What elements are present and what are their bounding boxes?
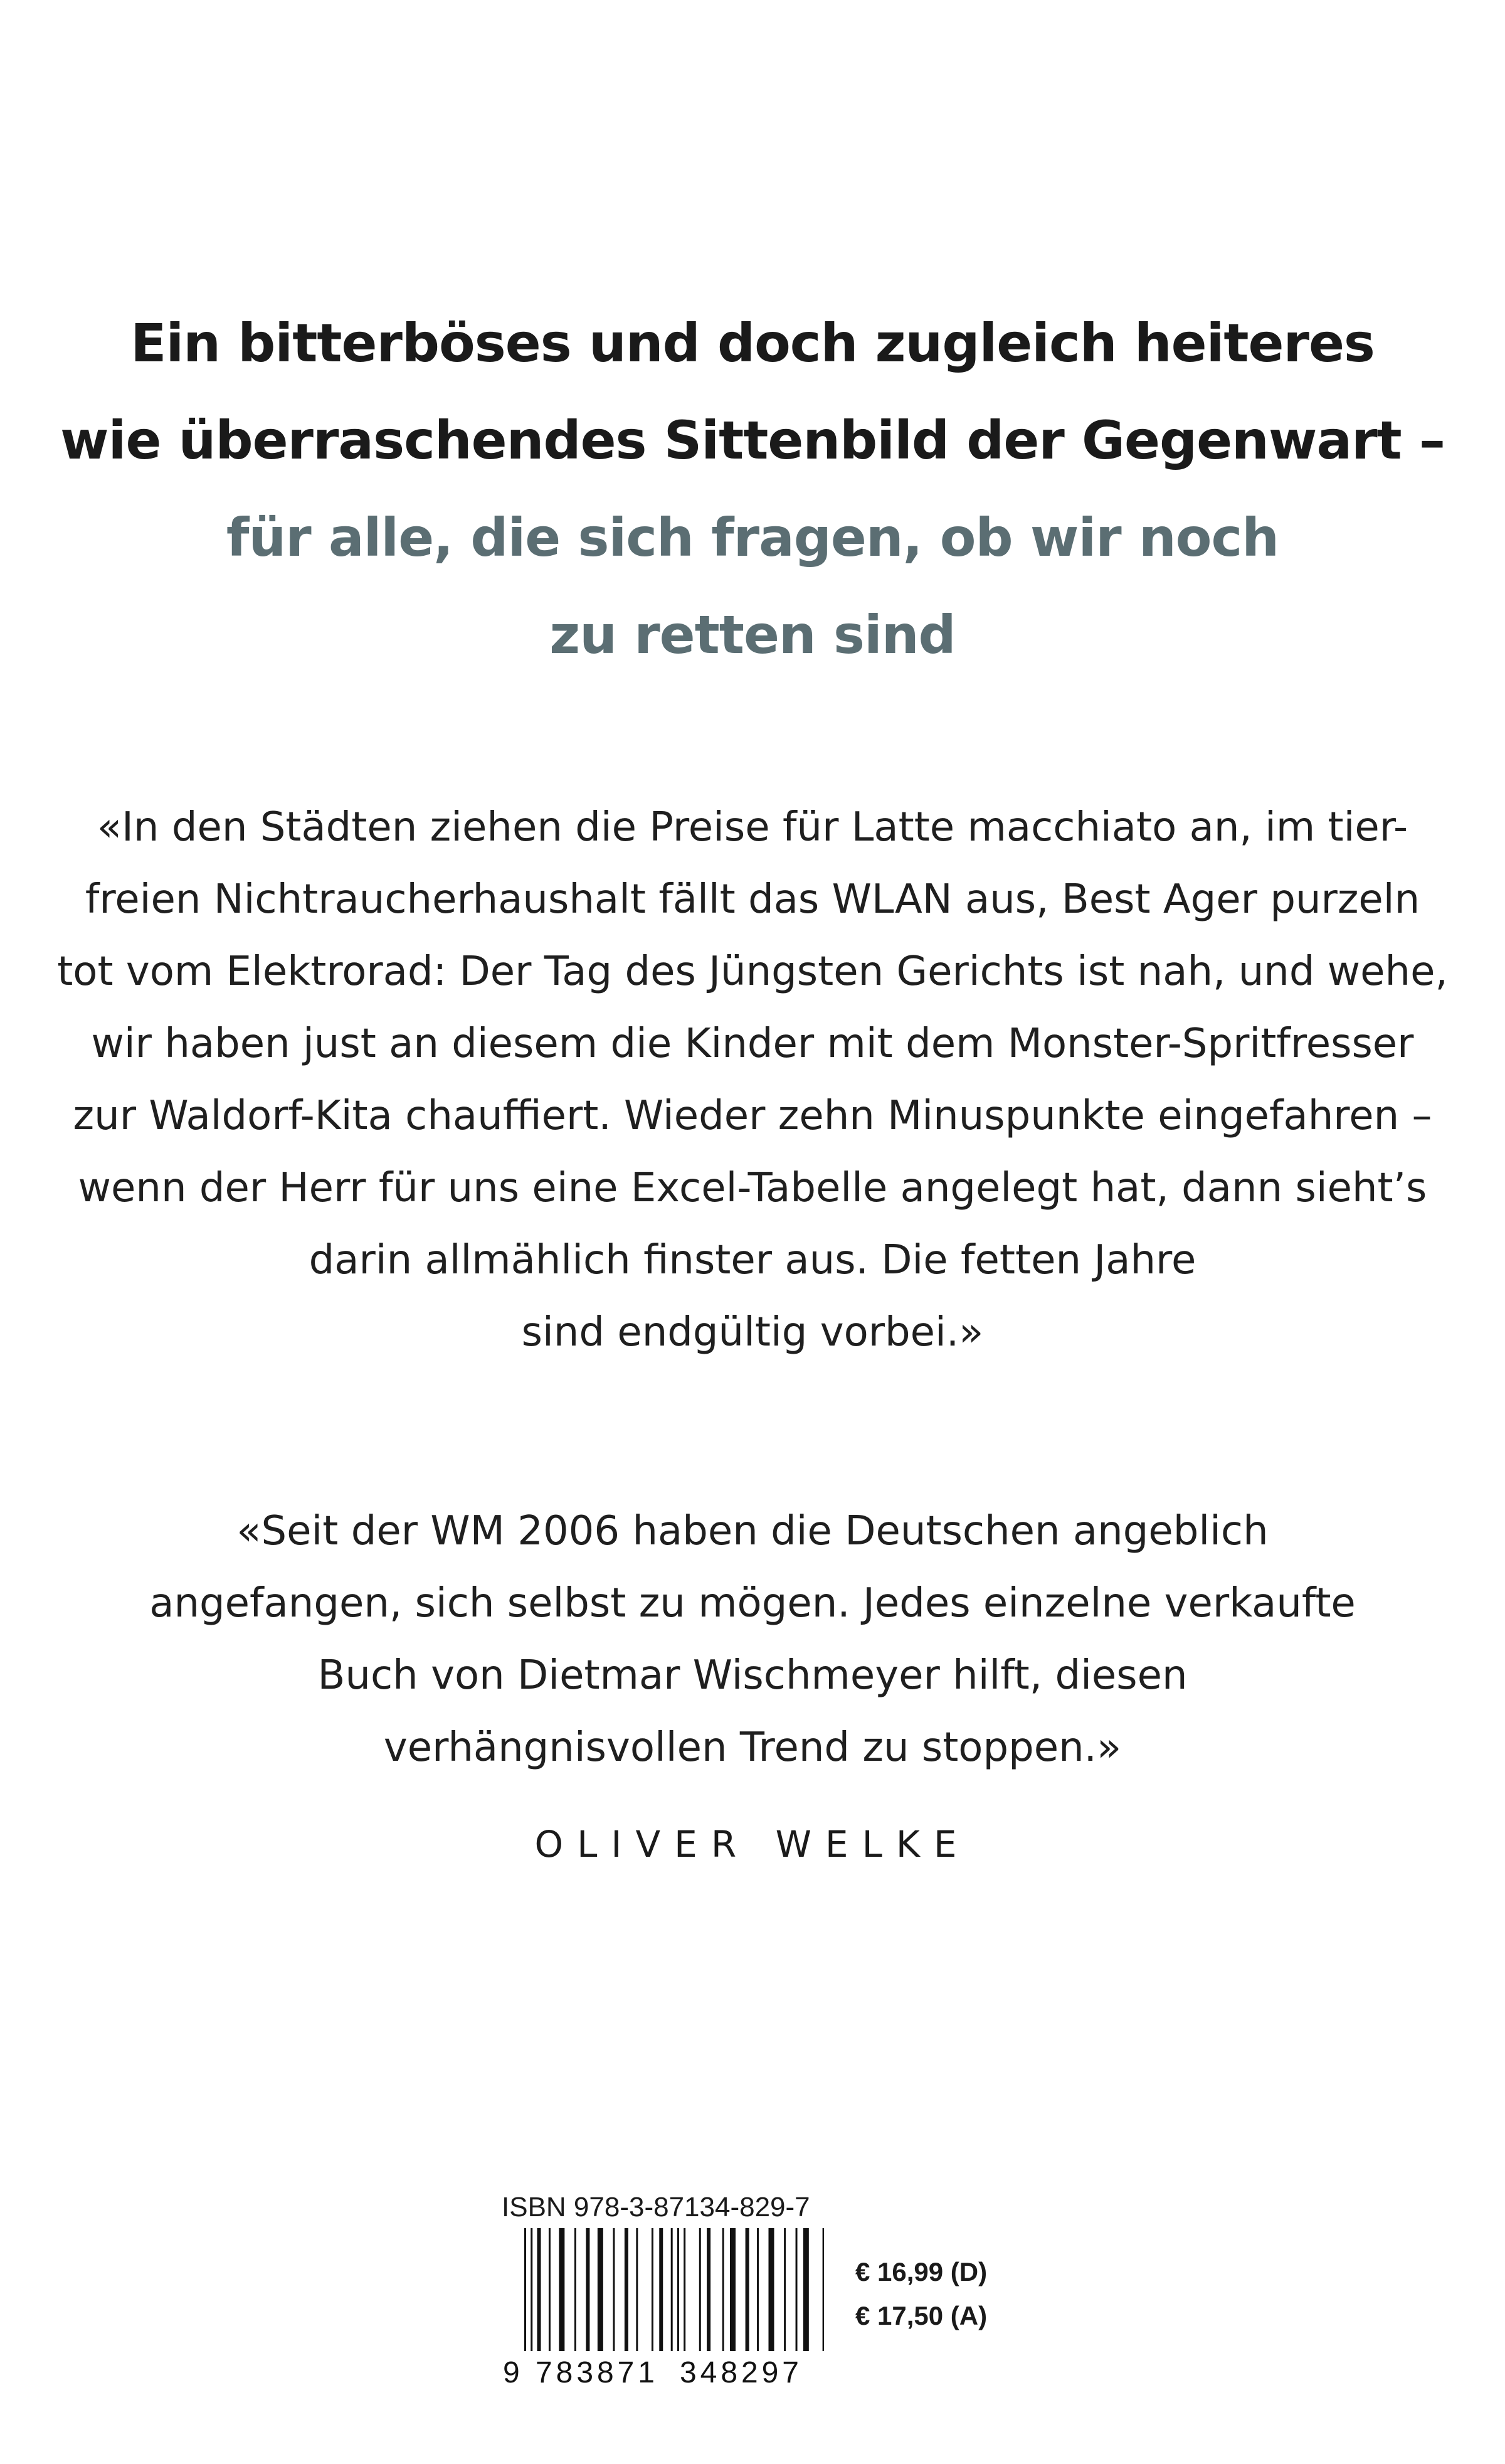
- barcode-bar: [636, 2228, 638, 2351]
- barcode-bar: [823, 2228, 824, 2351]
- excerpt-line-3: tot vom Elektrorad: Der Tag des Jüngsten Gerichts ist nah, und wehe,: [57, 948, 1448, 995]
- barcode-bar: [549, 2228, 551, 2351]
- excerpt-line-2: freien Nichtraucherhaushalt fällt das WLAN aus, Best Ager purzeln: [85, 876, 1420, 923]
- barcode-digits-group-2: 348297: [680, 2356, 799, 2389]
- excerpt-line-8: sind endgültig vorbei.»: [521, 1309, 984, 1356]
- barcode-bar: [757, 2228, 759, 2351]
- headline-line-1: Ein bitterböses und doch zugleich heiteres: [130, 312, 1375, 374]
- endorsement-line-2: angefangen, sich selbst zu mögen. Jedes einzelne verkaufte: [149, 1580, 1356, 1627]
- barcode-digits-group-1: 783871: [536, 2356, 655, 2389]
- barcode-bar: [730, 2228, 736, 2351]
- barcode: [503, 2228, 824, 2389]
- isbn-label: ISBN 978-3-87134-829-7: [502, 2192, 810, 2222]
- price-germany: € 16,99 (D): [855, 2257, 988, 2286]
- barcode-bar: [769, 2228, 774, 2351]
- barcode-bar: [746, 2228, 749, 2351]
- barcode-bar: [784, 2228, 786, 2351]
- endorsement-quote: [0, 1495, 1505, 1784]
- barcode-bar: [625, 2228, 628, 2351]
- headline-line-2: wie überraschendes Sittenbild der Gegenwart –: [60, 410, 1445, 471]
- excerpt-quote: [0, 792, 1505, 1369]
- barcode-bar: [671, 2228, 673, 2351]
- excerpt-line-1: «In den Städten ziehen die Preise für Latte macchiato an, im tier-: [97, 804, 1408, 851]
- barcode-bar: [659, 2228, 663, 2351]
- endorsement-line-4: verhängnisvollen Trend zu stoppen.»: [383, 1724, 1122, 1771]
- excerpt-line-5: zur Waldorf-Kita chauffiert. Wieder zehn Minuspunkte eingefahren –: [73, 1093, 1432, 1139]
- barcode-bar: [537, 2228, 541, 2351]
- barcode-bar: [684, 2228, 685, 2351]
- barcode-bar: [613, 2228, 615, 2351]
- barcode-bar: [699, 2228, 701, 2351]
- price-austria: € 17,50 (A): [855, 2301, 988, 2330]
- excerpt-line-7: darin allmählich finster aus. Die fetten Jahre: [309, 1237, 1196, 1283]
- barcode-bar: [803, 2228, 809, 2351]
- barcode-bar: [707, 2228, 710, 2351]
- headline-accent-line-1: für alle, die sich fragen, ob wir noch: [226, 507, 1279, 568]
- barcode-bar: [796, 2228, 798, 2351]
- barcode-bar: [586, 2228, 589, 2351]
- headline-accent-line-2: zu retten sind: [549, 604, 956, 666]
- barcode-bar: [652, 2228, 653, 2351]
- endorsement-author: OLIVER WELKE: [534, 1823, 971, 1866]
- endorsement-line-1: «Seit der WM 2006 haben die Deutschen angeblich: [236, 1508, 1269, 1554]
- barcode-bar: [677, 2228, 679, 2351]
- excerpt-line-4: wir haben just an diesem die Kinder mit dem Monster-Spritfresser: [91, 1021, 1414, 1067]
- barcode-bar: [722, 2228, 724, 2351]
- barcode-bar: [559, 2228, 564, 2351]
- barcode-bar: [598, 2228, 603, 2351]
- barcode-digit-first: 9: [503, 2356, 520, 2389]
- headline: [0, 295, 1505, 684]
- barcode-bar: [574, 2228, 576, 2351]
- endorsement-line-3: Buch von Dietmar Wischmeyer hilft, diesen: [317, 1652, 1188, 1699]
- excerpt-line-6: wenn der Herr für uns eine Excel-Tabelle angelegt hat, dann sieht’s: [78, 1165, 1427, 1211]
